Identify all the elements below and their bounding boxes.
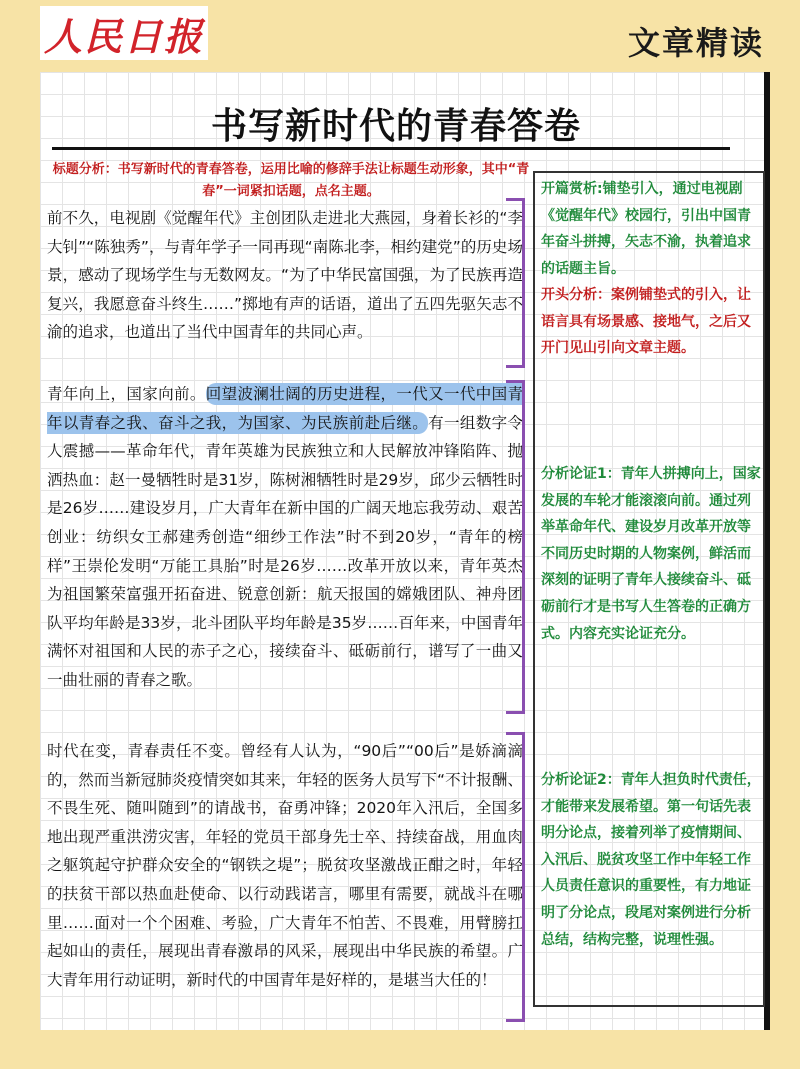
paragraph-3: 时代在变，青春责任不变。曾经有人认为，“90后”“00后”是娇滴滴的，然而当新冠肺炎疫情突如其来，年轻的医务人员写下“不计报酬、不畏生死、随叫随到”的请战书，奋勇冲锋；2020年入汛后，全国多地出现严重洪涝灾害，年轻的党员干部身先士卒、持续奋战，用血肉之躯筑起守护群众安全的“钢铁之堤”；脱贫攻坚激战正酣之时，年轻的扶贫干部以热血赴使命、以行动践诺言，哪里有需要，就战斗在哪里……面对一个个困难、考验，广大青年不怕苦、不畏难，用臂膀扛起如山的责任，展现出青春激昂的风采，展现出中华民族的希望。广大青年用行动证明，新时代的中国青年是好样的，是堪当大任的！ — [47, 742, 523, 989]
section-label: 文章精读 — [627, 24, 764, 62]
title-divider — [52, 147, 730, 150]
note-opening-analysis: 开头分析：案例铺垫式的引入，让语言具有场景感、接地气，之后又开门见山引向文章主题。 — [541, 287, 751, 357]
note-argument-1: 分析论证1：青年人拼搏向上，国家发展的车轮才能滚滚向前。通过列举革命年代、建设岁月改革开放等不同历史时期的人物案例，鲜活而深刻的证明了青年人接续奋斗、砥砺前行才是书写人生答卷的正确方式。内容充实论证充分。 — [541, 466, 761, 642]
logo-text: 人民日报 — [43, 13, 204, 59]
bracket-paragraph-3 — [506, 732, 525, 1022]
paragraph-1: 前不久，电视剧《觉醒年代》主创团队走进北大燕园，身着长衫的“李大钊”“陈独秀”，与青年学子一同再现“南陈北李，相约建党”的历史场景，感动了现场学生与无数网友。“为了中华民富国强，为了民族再造复兴，我愿意奋斗终生……”掷地有声的话语，道出了五四先驱矢志不渝的追求，也道出了当代中国青年的共同心声。 — [47, 209, 523, 342]
article-title: 书写新时代的青春答卷 — [210, 106, 581, 147]
note-argument-2: 分析论证2：青年人担负时代责任，才能带来发展希望。第一句话先表明分论点，接着列举了疫情期间、入汛后、脱贫攻坚工作中年轻工作人员责任意识的重要性，有力地证明了分论点，段尾对案例进行分析总结，结构完整，说理性强。 — [541, 772, 761, 948]
paragraph-2-intro: 青年向上，国家向前。 — [47, 385, 206, 403]
title-analysis: 标题分析：书写新时代的青春答卷，运用比喻的修辞手法让标题生动形象，其中“青春”一词紧扣话题，点名主题。 — [52, 162, 530, 199]
bracket-paragraph-2 — [506, 380, 525, 714]
note-opening: 开篇赏析:铺垫引入，通过电视剧《觉醒年代》校园行，引出中国青年奋斗拼搏，矢志不渝，执着追求的话题主旨。 — [541, 181, 751, 277]
paragraph-2-body: 有一组数字令人震撼——革命年代，青年英雄为民族独立和人民解放冲锋陷阵、抛洒热血：赵一曼牺牲时是31岁，陈树湘牺牲时是29岁，邱少云牺牲时是26岁……建设岁月，广大青年在新中国的广阔天地忘我劳动、艰苦创业：纺织女工郝建秀创造“细纱工作法”时不到20岁，“青年的榜样”王崇伦发明“万能工具胎”时是26岁……改革开放以来，青年英杰为祖国繁荣富强开拓奋进、锐意创新：航天报国的嫦娥团队、神舟团队平均年龄是33岁，北斗团队平均年龄是35岁……百年来，中国青年满怀对祖国和人民的赤子之心，接续奋斗、砥砺前行，谱写了一曲又一曲壮丽的青春之歌。 — [47, 413, 523, 689]
highlighted-sentence: 回望波澜壮阔的历史进程，一代又一代中国青年以青春之我、奋斗之我，为国家、为民族前赴后继。 — [47, 385, 523, 432]
logo — [40, 6, 208, 60]
paragraph-2 — [47, 380, 523, 695]
bracket-paragraph-1 — [506, 198, 525, 368]
